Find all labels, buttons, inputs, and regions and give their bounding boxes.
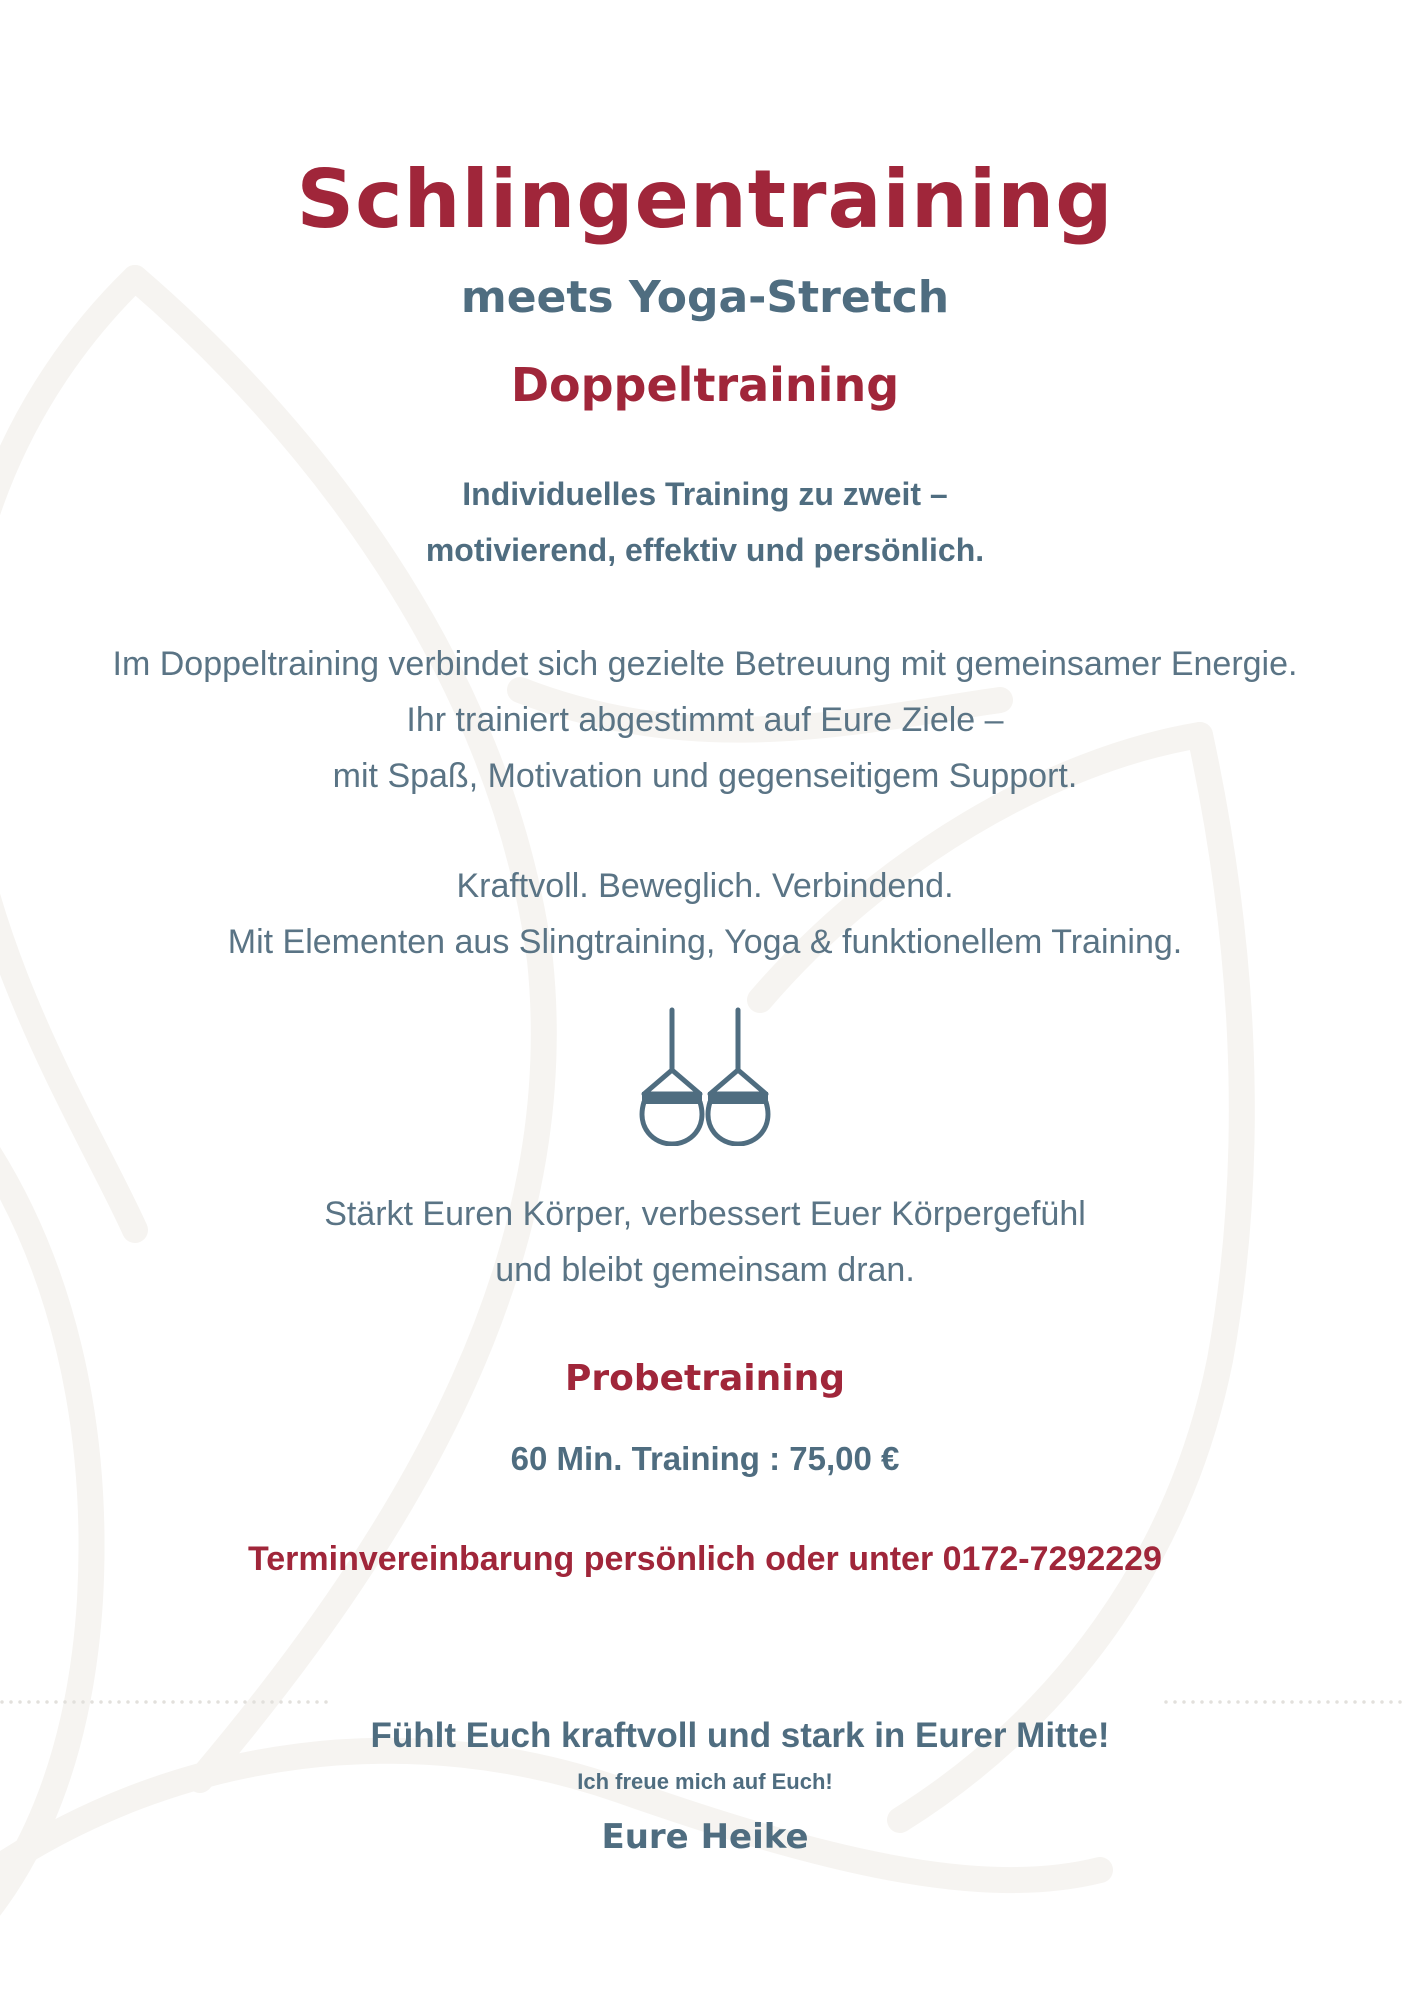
paragraph3-line-1: Stärkt Euren Körper, verbessert Euer Körpergefühl	[324, 1195, 1086, 1233]
greeting-text: Ich freue mich auf Euch!	[577, 1769, 833, 1794]
page-title: Schlingentraining	[296, 153, 1114, 246]
paragraph2-line-1: Kraftvoll. Beweglich. Verbindend.	[456, 867, 954, 905]
section-title: Doppeltraining	[510, 358, 900, 412]
page-subtitle: meets Yoga-Stretch	[460, 272, 950, 323]
contact-info: Terminvereinbarung persönlich oder unter 0172-7292229	[248, 1540, 1162, 1578]
intro-line-2: motivierend, effektiv und persönlich.	[425, 532, 985, 568]
signature: Eure Heike	[601, 1817, 809, 1857]
paragraph1-line-3: mit Spaß, Motivation und gegenseitigem Support.	[332, 757, 1078, 795]
sling-straps-icon	[630, 1006, 780, 1146]
dotted-divider-left	[0, 1700, 330, 1704]
paragraph1-line-1: Im Doppeltraining verbindet sich gezielte Betreuung mit gemeinsamer Energie.	[112, 645, 1298, 683]
description-paragraph-2	[0, 858, 1410, 970]
paragraph1-line-2: Ihr trainiert abgestimmt auf Eure Ziele –	[406, 701, 1004, 739]
offer-price: 60 Min. Training : 75,00 €	[510, 1440, 900, 1477]
paragraph2-line-2: Mit Elementen aus Slingtraining, Yoga & funktionellem Training.	[227, 923, 1183, 961]
intro-text	[0, 466, 1410, 578]
paragraph3-line-2: und bleibt gemeinsam dran.	[495, 1251, 915, 1289]
footer-motto: Fühlt Euch kraftvoll und stark in Eurer Mitte!	[370, 1716, 1110, 1755]
offer-heading: Probetraining	[564, 1358, 846, 1399]
benefits-paragraph	[0, 1186, 1410, 1298]
dotted-divider-right	[1164, 1700, 1410, 1704]
intro-line-1: Individuelles Training zu zweit –	[462, 476, 948, 512]
description-paragraph-1	[0, 636, 1410, 804]
